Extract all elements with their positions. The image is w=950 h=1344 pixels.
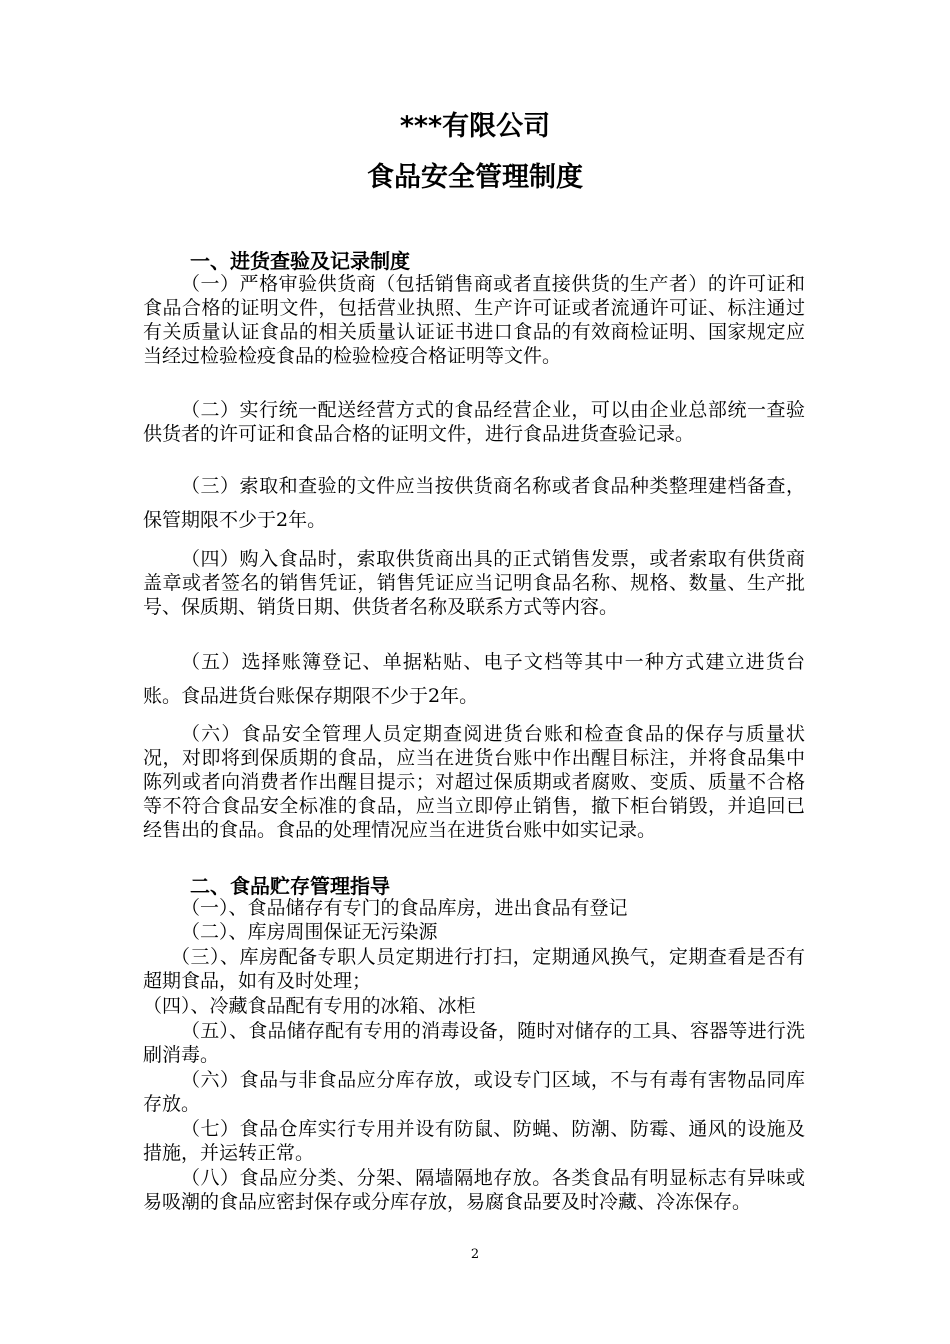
paragraph: （四）购入食品时，索取供货商出具的正式销售发票，或者索取有供货商盖章或者签名的销售凭证，销售凭证应当记明食品名称、规格、数量、生产批号、保质期、销货日期、供货者名称及联系方式等内容。 xyxy=(143,548,805,618)
section-heading-2: 二、食品贮存管理指导 xyxy=(190,874,390,898)
company-name: ***有限公司 xyxy=(399,111,551,142)
paragraph: （一）、食品储存有专门的食品库房，进出食品有登记 xyxy=(181,897,628,919)
paragraph: （五）选择账簿登记、单据粘贴、电子文档等其中一种方式建立进货台账。食品进货台账保存期限不少于2年。 xyxy=(143,651,805,707)
page-title: 食品安全管理制度 xyxy=(367,162,583,193)
paragraph: （六）食品安全管理人员定期查阅进货台账和检查食品的保存与质量状况，对即将到保质期的食品，应当在进货台账中作出醒目标注，并将食品集中陈列或者向消费者作出醒目提示；对超过保质期或者腐败、变质、质量不合格等不符合食品安全标准的食品，应当立即停止销售，撤下柜台销毁，并追回已经售出的食品。食品的处理情况应当在进货台账中如实记录。 xyxy=(143,723,805,841)
paragraph: （一）严格审验供货商（包括销售商或者直接供货的生产者）的许可证和食品合格的证明文件，包括营业执照、生产许可证或者流通许可证、标注通过有关质量认证食品的相关质量认证证书进口食品的有效商检证明、国家规定应当经过检验检疫食品的检验检疫合格证明等文件。 xyxy=(143,273,805,367)
paragraph: （二）、库房周围保证无污染源 xyxy=(181,921,438,943)
paragraph: （二）实行统一配送经营方式的食品经营企业，可以由企业总部统一查验供货者的许可证和食品合格的证明文件，进行食品进货查验记录。 xyxy=(143,399,805,445)
section-heading-1: 一、进货查验及记录制度 xyxy=(190,249,410,273)
paragraph: （三）、库房配备专职人员定期进行打扫，定期通风换气，定期查看是否有超期食品，如有及时处理； xyxy=(143,946,805,992)
paragraph: （八）食品应分类、分架、隔墙隔地存放。各类食品有明显标志有异味或易吸潮的食品应密封保存或分库存放，易腐食品要及时冷藏、冷冻保存。 xyxy=(143,1167,805,1213)
paragraph: （三）索取和查验的文件应当按供货商名称或者食品种类整理建档备查，保管期限不少于2年。 xyxy=(143,475,805,531)
paragraph: （四）、冷藏食品配有专用的冰箱、冰柜 xyxy=(143,995,476,1017)
paragraph: （五）、食品储存配有专用的消毒设备，随时对储存的工具、容器等进行洗刷消毒。 xyxy=(143,1020,805,1066)
paragraph: （六）食品与非食品应分库存放，或设专门区域，不与有毒有害物品同库存放。 xyxy=(143,1069,805,1115)
paragraph: （七）食品仓库实行专用并设有防鼠、防蝇、防潮、防霉、通风的设施及措施，并运转正常。 xyxy=(143,1118,805,1164)
page-number: 2 xyxy=(470,1247,480,1262)
